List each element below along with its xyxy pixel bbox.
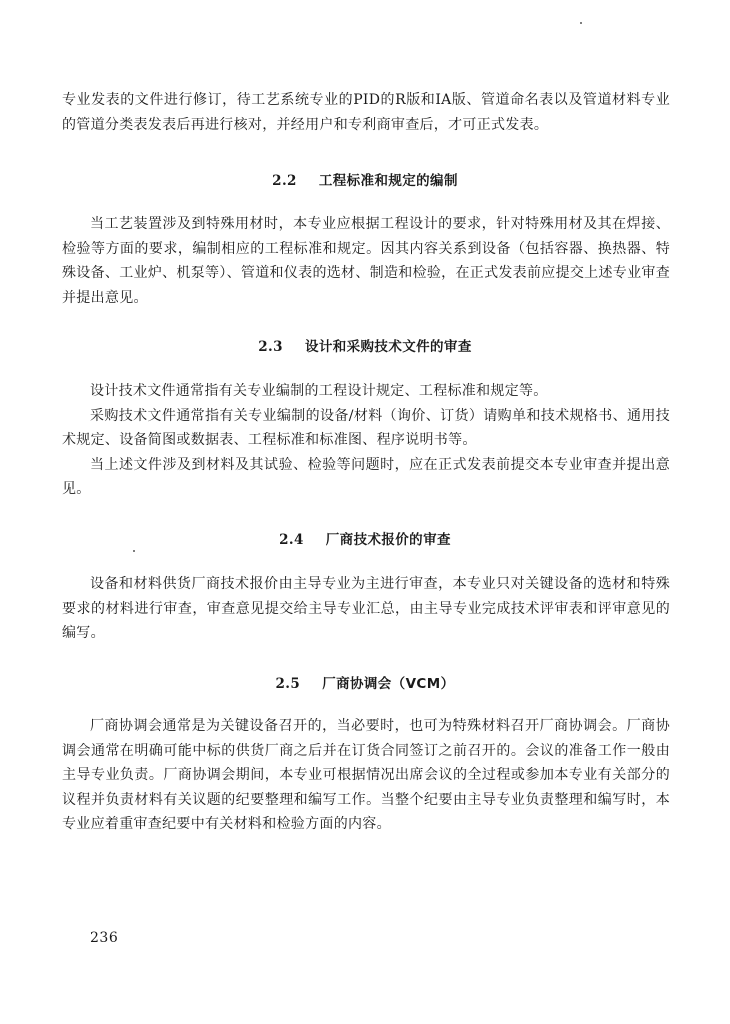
page-number: 236: [90, 930, 119, 946]
paragraph: 采购技术文件通常指有关专业编制的设备/材料（询价、订货）请购单和技术规格书、通用技术规定、设备简图或数据表、工程标准和标准图、程序说明书等。: [62, 407, 670, 448]
section-number: 2.4: [279, 532, 304, 548]
intro-paragraph: 专业发表的文件进行修订，待工艺系统专业的PID的R版和IA版、管道命名表以及管道材料专业的管道分类表发表后再进行核对，并经用户和专利商审查后，才可正式发表。: [62, 92, 670, 133]
scan-speck: [133, 550, 135, 552]
section-number: 2.2: [272, 173, 297, 189]
section-title: 厂商协调会（VCM）: [322, 676, 455, 692]
section-heading-2-4: [0, 531, 730, 549]
section-body-2-2: [62, 212, 670, 310]
intro-block: [62, 88, 670, 137]
paragraph: 厂商协调会通常是为关键设备召开的，当必要时，也可为特殊材料召开厂商协调会。厂商协调会通常在明确可能中标的供货厂商之后并在订货合同签订之前召开的。会议的准备工作一般由主导专业负责。厂商协调会期间，本专业可根据情况出席会议的全过程或参加本专业有关部分的议程并负责材料有关议题的纪要整理和编写工作。当整个纪要由主导专业负责整理和编写时，本专业应着重审查纪要中有关材料和检验方面的内容。: [62, 718, 670, 832]
section-heading-2-3: [0, 338, 730, 356]
section-body-2-4: [62, 572, 670, 646]
section-title: 设计和采购技术文件的审查: [304, 339, 472, 355]
section-body-2-5: [62, 714, 670, 837]
section-heading-2-5: [0, 675, 730, 693]
scan-speck: [580, 22, 582, 24]
paragraph: 设备和材料供货厂商技术报价由主导专业为主进行审查，本专业只对关键设备的选材和特殊要求的材料进行审查，审查意见提交给主导专业汇总，由主导专业完成技术评审表和评审意见的编写。: [62, 576, 670, 641]
section-number: 2.3: [258, 339, 283, 355]
section-title: 厂商技术报价的审查: [325, 532, 451, 548]
section-number: 2.5: [275, 676, 301, 692]
section-heading-2-2: [0, 172, 730, 190]
section-body-2-3: [62, 379, 670, 502]
paragraph: 当上述文件涉及到材料及其试验、检验等问题时，应在正式发表前提交本专业审查并提出意见。: [62, 456, 670, 497]
paragraph: 设计技术文件通常指有关专业编制的工程设计规定、工程标准和规定等。: [90, 383, 548, 399]
paragraph: 当工艺装置涉及到特殊用材时，本专业应根据工程设计的要求，针对特殊用材及其在焊接、检验等方面的要求，编制相应的工程标准和规定。因其内容关系到设备（包括容器、换热器、特殊设备、工业炉、机泵等）、管道和仪表的选材、制造和检验，在正式发表前应提交上述专业审查并提出意见。: [62, 216, 670, 306]
section-title: 工程标准和规定的编制: [318, 173, 458, 189]
